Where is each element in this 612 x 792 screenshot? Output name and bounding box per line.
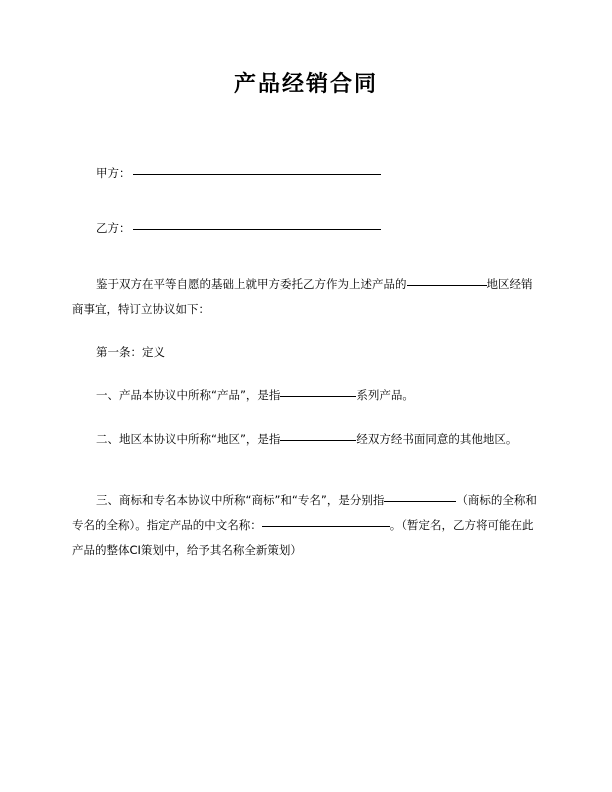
clause-2-text-2: 经双方经书面同意的其他地区。 (356, 431, 518, 446)
clause-3-text-3: 。（暂定名，乙方将可能在此产品的整体CI策划中，给予其名称全新策划） (72, 517, 534, 557)
clause-3-text-2: （商标的全称和专名的全称）。指定产品的中文名称： (72, 493, 537, 532)
recital-blank-region[interactable] (407, 285, 487, 286)
party-label-second: 乙方： (96, 221, 131, 236)
party-label-first: 甲方： (96, 166, 131, 181)
party-line-second (72, 217, 540, 240)
clause-1-text-1: 一、产品本协议中所称“产品”，是指 (96, 387, 281, 402)
clause-1-paragraph (72, 383, 540, 408)
clause-3-text-1: 三、商标和专名本协议中所称“商标”和“专名”，是分别指 (96, 493, 385, 508)
clause-3-blank-chinese-name[interactable] (262, 526, 390, 527)
page-title: 产品经销合同 (233, 72, 378, 97)
clause-1-text-2: 系列产品。 (356, 387, 414, 402)
recital-text-1: 鉴于双方在平等自愿的基础上就甲方委托乙方作为上述产品的 (96, 277, 407, 292)
clause-3-blank-trademark[interactable] (384, 501, 456, 502)
article-1-heading-text: 第一条：定义 (96, 344, 165, 359)
recital-text-2: 地区经销商事宜，特订立协议如下： (72, 277, 533, 317)
clause-2-blank-region[interactable] (280, 440, 356, 441)
article-1-heading (72, 341, 540, 364)
party-line-first (72, 162, 540, 185)
spacer (72, 470, 540, 488)
clause-2-paragraph (72, 427, 540, 452)
clause-1-blank-product[interactable] (280, 396, 356, 397)
clause-2-text-1: 二、地区本协议中所称“地区”，是指 (96, 431, 281, 446)
party-fill-blank-first[interactable] (133, 174, 381, 175)
document-body (0, 162, 612, 562)
clause-3-paragraph (72, 488, 540, 562)
party-fill-blank-second[interactable] (133, 229, 381, 230)
recital-paragraph (72, 272, 540, 321)
